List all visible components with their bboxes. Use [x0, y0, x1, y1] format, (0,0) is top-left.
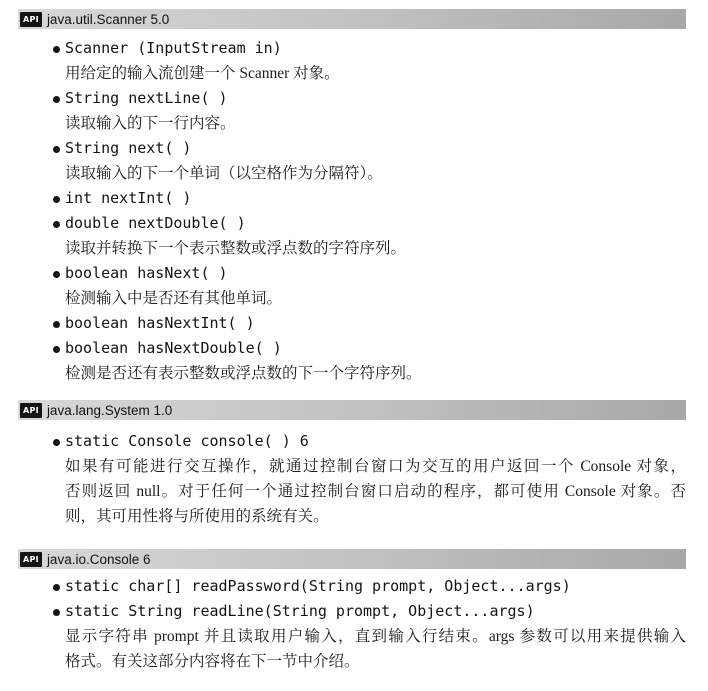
- method-signature: [0, 336, 686, 361]
- bullet-icon: [53, 46, 60, 53]
- method-signature-text: String next( ): [65, 139, 192, 157]
- bullet-icon: [53, 584, 60, 591]
- class-title: java.lang.System 1.0: [46, 402, 173, 418]
- bullet-icon: [53, 609, 60, 616]
- method-description: 否则返回 null。对于任何一个通过控制台窗口启动的程序，都可使用 Console 对象。否: [65, 483, 686, 500]
- method-description: 用给定的输入流创建一个 Scanner 对象。: [65, 65, 340, 82]
- api-section-scanner: [0, 9, 708, 386]
- class-title: java.io.Console 6: [46, 551, 151, 567]
- bullet-icon: [53, 271, 60, 278]
- bullet-icon: [53, 221, 60, 228]
- method-signature: [0, 311, 686, 336]
- bullet-icon: [53, 196, 60, 203]
- method-description: 则，其可用性将与所使用的系统有关。: [65, 508, 329, 525]
- api-header-bar: [18, 400, 686, 420]
- method-signature-text: static char[] readPassword(String prompt, Object...args): [65, 577, 571, 595]
- api-icon: API: [20, 403, 42, 418]
- method-signature: [0, 599, 686, 624]
- method-signature: [0, 261, 686, 286]
- bullet-icon: [53, 96, 60, 103]
- method-description: 读取输入的下一个单词（以空格作为分隔符）。: [65, 165, 383, 182]
- class-title: java.util.Scanner 5.0: [46, 11, 170, 27]
- method-signature-text: int nextInt( ): [65, 189, 192, 207]
- bullet-icon: [53, 346, 60, 353]
- method-signature: [0, 86, 686, 111]
- method-signature-text: boolean hasNext( ): [65, 264, 228, 282]
- api-section-console: [0, 549, 708, 674]
- method-signature: [0, 36, 686, 61]
- method-description: 格式。有关这部分内容将在下一节中介绍。: [65, 653, 360, 670]
- method-signature-text: boolean hasNextInt( ): [65, 314, 255, 332]
- bullet-icon: [53, 146, 60, 153]
- method-signature: [0, 211, 686, 236]
- method-description: 如果有可能进行交互操作，就通过控制台窗口为交互的用户返回一个 Console 对象，: [65, 458, 686, 475]
- method-description: 读取输入的下一行内容。: [65, 115, 236, 132]
- method-list: [0, 36, 708, 386]
- api-section-system: [0, 400, 708, 529]
- method-signature: [0, 136, 686, 161]
- method-signature: [0, 429, 686, 454]
- api-header-bar: [18, 9, 686, 29]
- method-signature-text: static String readLine(String prompt, Object...args): [65, 602, 535, 620]
- api-icon: API: [20, 552, 42, 567]
- method-description: 检测输入中是否还有其他单词。: [65, 290, 283, 307]
- method-signature: [0, 186, 686, 211]
- method-signature-text: double nextDouble( ): [65, 214, 246, 232]
- method-signature: [0, 574, 686, 599]
- method-list: [0, 574, 708, 674]
- method-description: 检测是否还有表示整数或浮点数的下一个字符序列。: [65, 365, 422, 382]
- api-icon: API: [20, 12, 42, 27]
- method-signature-text: Scanner (InputStream in): [65, 39, 282, 57]
- bullet-icon: [53, 321, 60, 328]
- bullet-icon: [53, 439, 60, 446]
- method-list: [0, 429, 708, 529]
- method-signature-text: String nextLine( ): [65, 89, 228, 107]
- method-description: 读取并转换下一个表示整数或浮点数的字符序列。: [65, 240, 407, 257]
- method-description: 显示字符串 prompt 并且读取用户输入，直到输入行结束。args 参数可以用来提供输入: [65, 628, 686, 645]
- method-signature-text: static Console console( ) 6: [65, 432, 309, 450]
- api-header-bar: [18, 549, 686, 569]
- method-signature-text: boolean hasNextDouble( ): [65, 339, 282, 357]
